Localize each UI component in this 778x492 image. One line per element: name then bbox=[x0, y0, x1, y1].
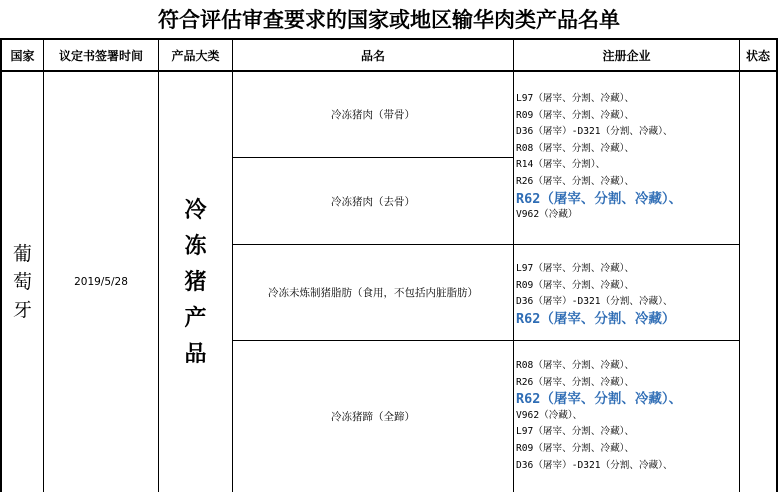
enterprise-entry: R09（屠宰、分割、冷藏）、 bbox=[516, 442, 635, 454]
category-char: 猪 bbox=[184, 269, 207, 295]
category-char: 品 bbox=[184, 341, 207, 367]
table-title: 符合评估审查要求的国家或地区输华肉类产品名单 bbox=[158, 7, 620, 32]
enterprise-entry: L97（屠宰、分割、冷藏）、 bbox=[516, 263, 635, 274]
enterprise-entry: R08（屠宰、分割、冷藏）、 bbox=[516, 360, 635, 371]
header-status: 状态 bbox=[745, 48, 770, 63]
country-char: 牙 bbox=[12, 299, 32, 321]
enterprise-entry: R62（屠宰、分割、冷藏）、 bbox=[516, 391, 683, 408]
header-product: 品名 bbox=[360, 48, 385, 63]
enterprise-list bbox=[516, 91, 682, 224]
enterprise-entry: L97（屠宰、分割、冷藏）、 bbox=[516, 426, 635, 438]
header-date: 议定书签署时间 bbox=[58, 48, 143, 63]
enterprise-entry: V962（冷藏） bbox=[516, 209, 578, 221]
header-category: 产品大类 bbox=[171, 48, 220, 63]
col-divider-5 bbox=[739, 38, 740, 492]
enterprise-list bbox=[516, 358, 682, 474]
product-name: 冷冻猪肉（去骨） bbox=[331, 195, 415, 208]
category-cell bbox=[159, 72, 232, 492]
product-name: 冷冻猪蹄（全蹄） bbox=[331, 411, 415, 423]
category-char: 产 bbox=[184, 305, 207, 331]
date-cell: 2019/5/28 bbox=[74, 276, 128, 288]
product-name: 冷冻猪肉（带骨） bbox=[331, 109, 415, 121]
enterprise-entry: R09（屠宰、分割、冷藏）、 bbox=[516, 279, 635, 291]
enterprise-entry: V962（冷藏）、 bbox=[516, 409, 583, 421]
country-char: 萄 bbox=[12, 271, 32, 293]
enterprise-entry: R26（屠宰、分割、冷藏）、 bbox=[516, 175, 635, 187]
enterprise-entry: R62（屠宰、分割、冷藏） bbox=[516, 310, 676, 327]
product-name: 冷冻未炼制猪脂肪（食用，不包括内脏脂肪） bbox=[268, 287, 478, 299]
header-country: 国家 bbox=[10, 48, 35, 63]
enterprise-entry: R14（屠宰、分割）、 bbox=[516, 159, 606, 171]
enterprise-entry: D36（屠宰）-D321（分割、冷藏）、 bbox=[516, 296, 673, 308]
col-divider-4 bbox=[513, 38, 514, 492]
enterprise-entry: L97（屠宰、分割、冷藏）、 bbox=[516, 93, 635, 104]
enterprise-list bbox=[516, 261, 675, 327]
enterprise-entry: R26（屠宰、分割、冷藏）、 bbox=[516, 376, 635, 388]
enterprise-entry: R09（屠宰、分割、冷藏）、 bbox=[516, 109, 635, 121]
country-char: 葡 bbox=[12, 243, 32, 265]
category-char: 冷 bbox=[184, 197, 207, 223]
country-cell bbox=[2, 72, 43, 492]
enterprise-entry: D36（屠宰）-D321（分割、冷藏）、 bbox=[516, 459, 673, 471]
enterprise-entry: R62（屠宰、分割、冷藏）、 bbox=[516, 190, 683, 207]
enterprise-entry: D36（屠宰）-D321（分割、冷藏）、 bbox=[516, 126, 673, 138]
category-char: 冻 bbox=[184, 233, 207, 259]
header-enterprise: 注册企业 bbox=[602, 48, 651, 63]
enterprise-entry: R08（屠宰、分割、冷藏）、 bbox=[516, 142, 635, 154]
